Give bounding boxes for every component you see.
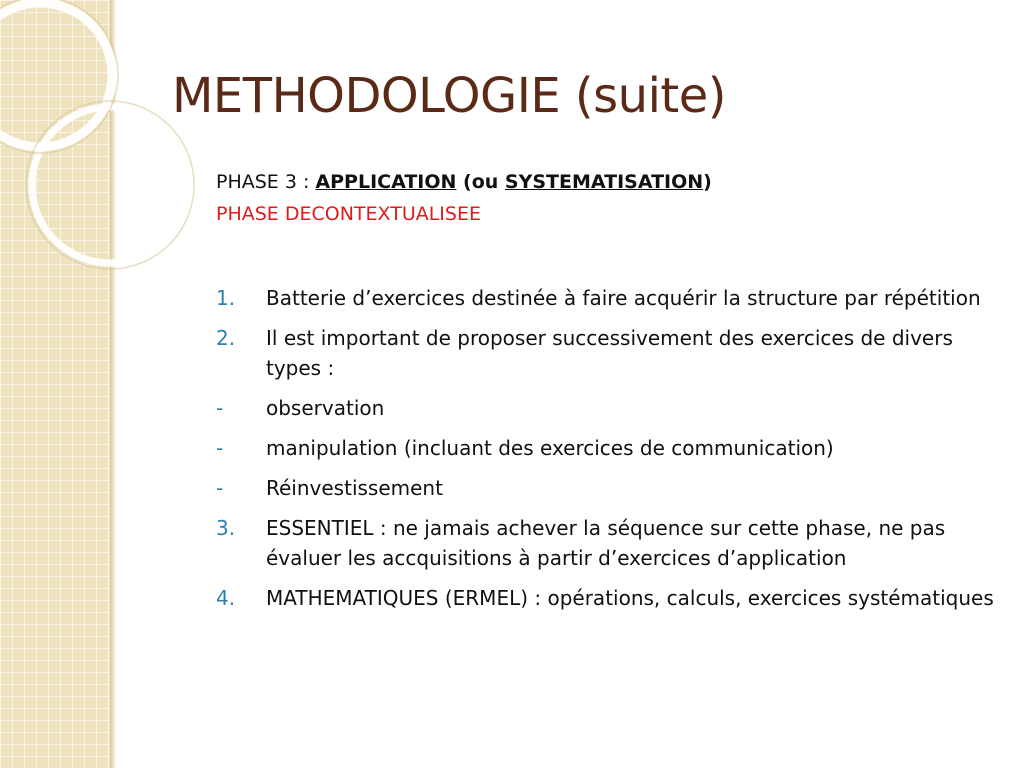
strip-edge-shadow — [110, 0, 116, 768]
list-item-text: ESSENTIEL : ne jamais achever la séquence sur cette phase, ne pas évaluer les accquisitions à partir d’exercices d’application — [266, 516, 946, 570]
phase-subtitle: PHASE DECONTEXTUALISEE — [216, 203, 481, 225]
list-marker: - — [216, 476, 224, 500]
list-item — [216, 473, 1006, 503]
slide-title: METHODOLOGIE (suite) — [172, 68, 726, 124]
decorative-grid-strip — [0, 0, 112, 768]
list-item — [216, 433, 1006, 463]
list-marker: 3. — [216, 516, 236, 540]
phase-header — [216, 166, 1006, 230]
phase-ou: (ou — [456, 171, 505, 193]
list-marker: - — [216, 396, 224, 420]
phase-prefix: PHASE 3 : — [216, 171, 316, 193]
list-item-text: Réinvestissement — [266, 476, 443, 500]
list-item — [216, 583, 1006, 613]
list-item-text: observation — [266, 396, 385, 420]
list-marker: 2. — [216, 326, 236, 350]
list-marker: - — [216, 436, 224, 460]
list-item-text: MATHEMATIQUES (ERMEL) : opérations, calculs, exercices systématiques — [266, 586, 994, 610]
phase-close: ) — [703, 171, 712, 193]
list-item-text: Il est important de proposer successivement des exercices de divers types : — [266, 326, 953, 380]
list-item-text: manipulation (incluant des exercices de communication) — [266, 436, 834, 460]
list-marker: 4. — [216, 586, 236, 610]
phase-application: APPLICATION — [315, 171, 457, 193]
list-item — [216, 393, 1006, 423]
list-item — [216, 283, 1006, 313]
list-item — [216, 323, 1006, 383]
list-item-text: Batterie d’exercices destinée à faire acquérir la structure par répétition — [266, 286, 981, 310]
bullet-list — [216, 283, 1006, 623]
list-marker: 1. — [216, 286, 236, 310]
phase-line — [216, 166, 1006, 198]
phase-systematisation: SYSTEMATISATION — [504, 171, 704, 193]
list-item — [216, 513, 1006, 573]
